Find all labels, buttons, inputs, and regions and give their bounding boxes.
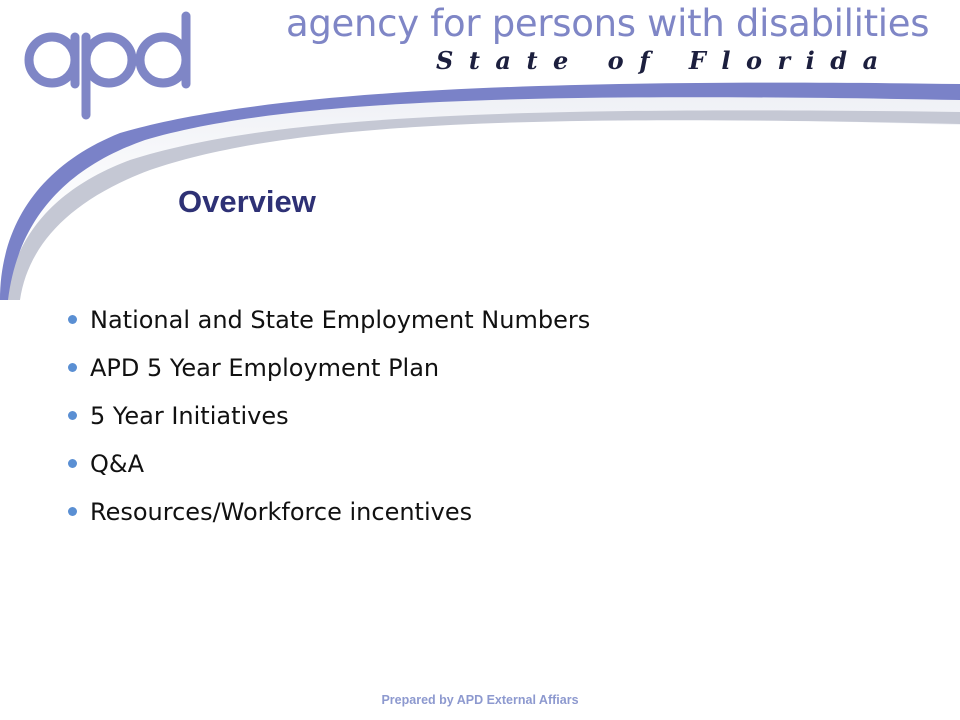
bullet-dot-icon [68, 411, 77, 420]
bullet-dot-icon [68, 507, 77, 516]
apd-logo [22, 10, 194, 122]
bullet-item [68, 440, 590, 488]
bullet-text: Resources/Workforce incentives [90, 498, 473, 526]
slide-title: Overview [178, 184, 316, 219]
bullet-item [68, 296, 590, 344]
bullet-item [68, 392, 590, 440]
bullet-item [68, 488, 590, 536]
bullet-dot-icon [68, 459, 77, 468]
bullet-dot-icon [68, 315, 77, 324]
footer-credit: Prepared by APD External Affiars [381, 693, 579, 707]
bullet-text: Q&A [90, 450, 145, 478]
agency-name: agency for persons with disabilities [286, 2, 930, 45]
bullet-dot-icon [68, 363, 77, 372]
bullet-text: APD 5 Year Employment Plan [90, 354, 440, 382]
bullet-list [68, 296, 590, 536]
bullet-item [68, 344, 590, 392]
bullet-text: 5 Year Initiatives [90, 402, 289, 430]
bullet-text: National and State Employment Numbers [90, 306, 591, 334]
state-name: State of Florida [436, 46, 894, 75]
